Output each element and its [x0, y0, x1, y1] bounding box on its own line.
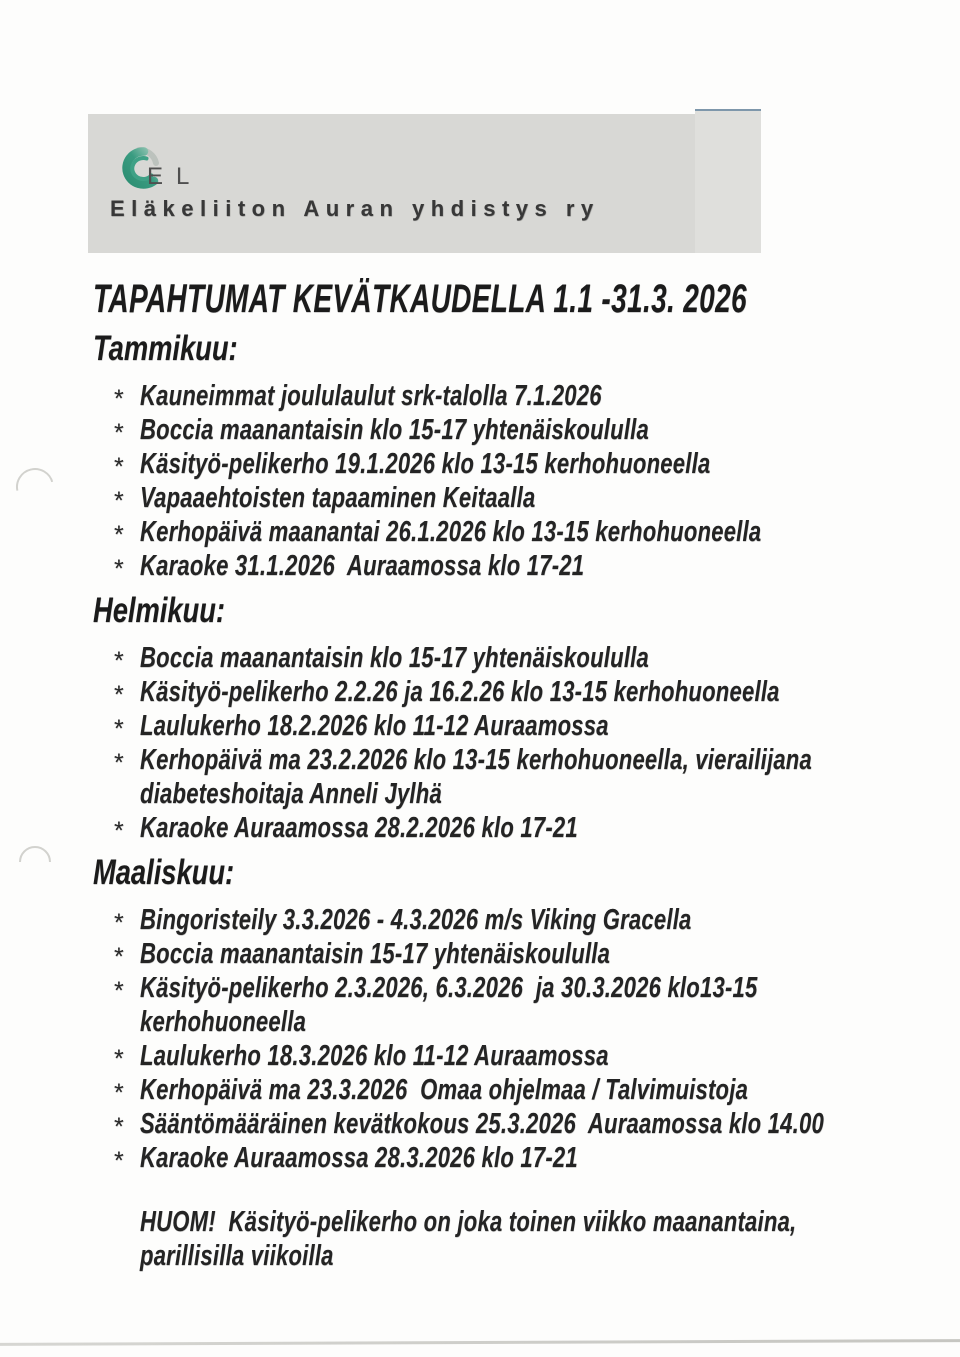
bullet-asterisk-icon: * — [114, 487, 124, 515]
event-item — [93, 1039, 960, 1073]
event-text: Karaoke 31.1.2026 Auraamossa klo 17-21 — [140, 550, 585, 582]
page-title: TAPAHTUMAT KEVÄTKAUDELLA 1.1 -31.3. 2026 — [93, 277, 747, 321]
bullet-asterisk-icon: * — [114, 419, 124, 447]
event-text: Sääntömääräinen kevätkokous 25.3.2026 Auraamossa klo 14.00 — [140, 1108, 824, 1140]
event-item — [93, 379, 960, 413]
month-section — [93, 853, 960, 1175]
bullet-asterisk-icon: * — [114, 681, 124, 709]
logo-letters: EL — [147, 163, 203, 190]
bullet-asterisk-icon: * — [114, 977, 124, 1005]
event-text: Käsityö-pelikerho 19.1.2026 klo 13-15 kerhohuoneella — [140, 448, 711, 480]
bullet-asterisk-icon: * — [114, 715, 124, 743]
event-text: Kerhopäivä maanantai 26.1.2026 klo 13-15 kerhohuoneella — [140, 516, 762, 548]
bullet-asterisk-icon: * — [114, 1045, 124, 1073]
bullet-asterisk-icon: * — [114, 453, 124, 481]
month-heading: Tammikuu: — [93, 329, 238, 368]
event-item — [93, 1107, 960, 1141]
event-list — [93, 641, 960, 845]
month-heading: Helmikuu: — [93, 591, 225, 630]
bullet-asterisk-icon: * — [114, 1113, 124, 1141]
scan-edge-line — [0, 1339, 960, 1345]
event-text: Boccia maanantaisin 15-17 yhtenäiskoululla — [140, 938, 611, 970]
event-text: Laulukerho 18.3.2026 klo 11-12 Auraamossa — [140, 1040, 609, 1072]
event-item — [93, 971, 960, 1039]
event-sections — [93, 329, 960, 1175]
event-item — [93, 743, 960, 811]
event-text: Laulukerho 18.2.2026 klo 11-12 Auraamossa — [140, 710, 609, 742]
event-text: Boccia maanantaisin klo 15-17 yhtenäiskoululla — [140, 414, 650, 446]
month-heading: Maaliskuu: — [93, 853, 235, 892]
event-text: Karaoke Auraamossa 28.3.2026 klo 17-21 — [140, 1142, 578, 1174]
bullet-asterisk-icon: * — [114, 647, 124, 675]
bullet-asterisk-icon: * — [114, 943, 124, 971]
bullet-asterisk-icon: * — [114, 385, 124, 413]
event-text: Bingoristeily 3.3.2026 - 4.3.2026 m/s Viking Gracella — [140, 904, 692, 936]
bullet-asterisk-icon: * — [114, 909, 124, 937]
bullet-asterisk-icon: * — [114, 817, 124, 845]
event-item — [93, 811, 960, 845]
event-item — [93, 447, 960, 481]
event-text: Kerhopäivä ma 23.2.2026 klo 13-15 kerhohuoneella, vierailijana diabeteshoitaja Anneli Jylhä — [140, 744, 819, 810]
punch-hole-scan-mark — [19, 846, 51, 878]
event-item — [93, 1073, 960, 1107]
org-name: Eläkeliiton Auran yhdistys ry — [110, 196, 600, 221]
event-item — [93, 903, 960, 937]
event-item — [93, 1141, 960, 1175]
month-section — [93, 329, 960, 583]
event-item — [93, 549, 960, 583]
footer-note: HUOM! Käsityö-pelikerho on joka toinen viikko maanantaina, parillisilla viikoilla — [140, 1206, 803, 1272]
month-section — [93, 591, 960, 845]
event-text: Karaoke Auraamossa 28.2.2026 klo 17-21 — [140, 812, 578, 844]
event-item — [93, 413, 960, 447]
event-text: Boccia maanantaisin klo 15-17 yhtenäiskoululla — [140, 642, 650, 674]
event-item — [93, 515, 960, 549]
event-list — [93, 379, 960, 583]
event-text: Vapaaehtoisten tapaaminen Keitaalla — [140, 482, 536, 514]
event-text: Kerhopäivä ma 23.3.2026 Omaa ohjelmaa / Talvimuistoja — [140, 1074, 749, 1106]
event-item — [93, 937, 960, 971]
bullet-asterisk-icon: * — [114, 521, 124, 549]
event-item — [93, 675, 960, 709]
event-text: Kauneimmat joululaulut srk-talolla 7.1.2026 — [140, 380, 602, 412]
event-item — [93, 709, 960, 743]
document-content — [93, 277, 960, 1273]
bullet-asterisk-icon: * — [114, 555, 124, 583]
letterhead-right-strip — [695, 109, 761, 253]
bullet-asterisk-icon: * — [114, 1147, 124, 1175]
punch-hole-scan-mark — [12, 464, 58, 510]
event-text: Käsityö-pelikerho 2.2.26 ja 16.2.26 klo 13-15 kerhohuoneella — [140, 676, 780, 708]
event-item — [93, 641, 960, 675]
event-item — [93, 481, 960, 515]
event-list — [93, 903, 960, 1175]
bullet-asterisk-icon: * — [114, 1079, 124, 1107]
event-text: Käsityö-pelikerho 2.3.2026, 6.3.2026 ja 30.3.2026 klo13-15 kerhohuoneella — [140, 972, 764, 1038]
bullet-asterisk-icon: * — [114, 749, 124, 777]
